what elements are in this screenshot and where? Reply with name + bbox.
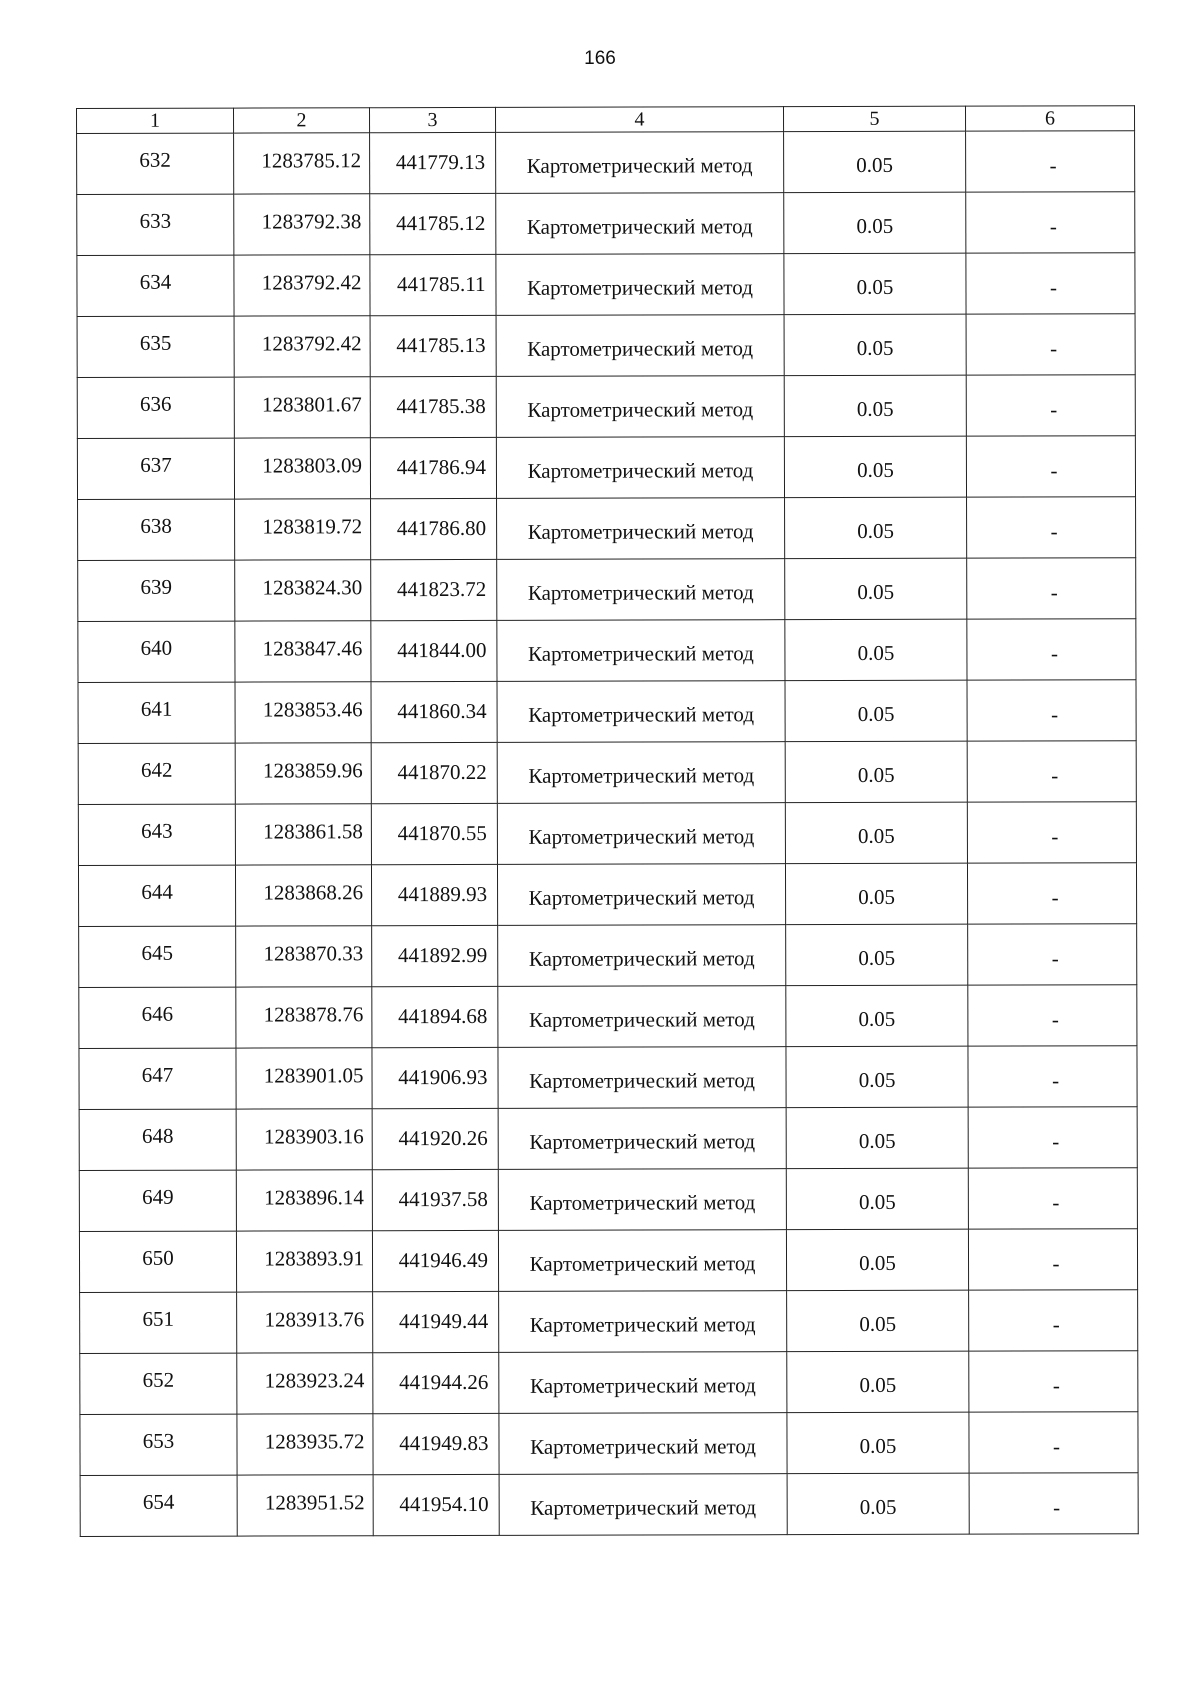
y-coordinate-cell: 441906.93 [372,1047,498,1108]
x-coordinate-cell: 1283870.33 [236,926,372,987]
point-number-cell: 646 [79,987,236,1048]
point-number-cell: 645 [79,926,236,987]
table-row [78,619,1136,683]
note-cell: - [968,1168,1137,1229]
table-row [77,436,1135,500]
note-cell: - [966,253,1135,314]
table-row [79,1046,1137,1110]
method-cell: Картометрический метод [499,1291,787,1353]
method-cell: Картометрический метод [499,1413,787,1475]
note-cell: - [967,863,1136,924]
accuracy-cell: 0.05 [787,1473,969,1534]
table-row [79,1168,1137,1232]
x-coordinate-cell: 1283901.05 [236,1048,372,1109]
y-coordinate-cell: 441892.99 [372,925,498,986]
x-coordinate-cell: 1283792.42 [234,316,370,377]
method-cell: Картометрический метод [496,132,784,194]
table-header [77,106,1135,134]
method-cell: Картометрический метод [496,315,784,377]
point-number-cell: 639 [78,560,235,621]
table-row [77,131,1135,195]
accuracy-cell: 0.05 [784,192,966,253]
x-coordinate-cell: 1283847.46 [235,621,371,682]
x-coordinate-cell: 1283803.09 [234,438,370,499]
x-coordinate-cell: 1283913.76 [237,1292,373,1353]
note-cell: - [969,1351,1138,1412]
table-row [80,1412,1138,1476]
note-cell: - [966,192,1135,253]
method-cell: Картометрический метод [496,437,784,499]
note-cell: - [967,680,1136,741]
y-coordinate-cell: 441949.44 [373,1291,499,1352]
point-number-cell: 632 [77,133,234,194]
column-header-4: 4 [495,107,783,133]
method-cell: Картометрический метод [498,1047,786,1109]
y-coordinate-cell: 441949.83 [373,1413,499,1474]
accuracy-cell: 0.05 [786,1168,968,1229]
accuracy-cell: 0.05 [784,375,966,436]
point-number-cell: 647 [79,1048,236,1109]
accuracy-cell: 0.05 [787,1290,969,1351]
method-cell: Картометрический метод [499,1352,787,1414]
point-number-cell: 640 [78,621,235,682]
y-coordinate-cell: 441785.38 [370,376,496,437]
point-number-cell: 654 [80,1475,237,1536]
point-number-cell: 651 [80,1292,237,1353]
table-row [79,985,1137,1049]
accuracy-cell: 0.05 [784,436,966,497]
x-coordinate-cell: 1283861.58 [235,804,371,865]
x-coordinate-cell: 1283868.26 [235,865,371,926]
y-coordinate-cell: 441870.22 [371,742,497,803]
point-number-cell: 649 [79,1170,236,1231]
method-cell: Картометрический метод [499,1474,787,1536]
accuracy-cell: 0.05 [787,1412,969,1473]
note-cell: - [968,1046,1137,1107]
y-coordinate-cell: 441894.68 [372,986,498,1047]
y-coordinate-cell: 441889.93 [371,864,497,925]
note-cell: - [969,1473,1138,1534]
point-number-cell: 638 [78,499,235,560]
point-number-cell: 634 [77,255,234,316]
method-cell: Картометрический метод [497,742,785,804]
accuracy-cell: 0.05 [785,741,967,802]
accuracy-cell: 0.05 [787,1351,969,1412]
method-cell: Картометрический метод [498,986,786,1048]
column-header-2: 2 [234,108,370,133]
x-coordinate-cell: 1283893.91 [236,1231,372,1292]
accuracy-cell: 0.05 [785,802,967,863]
note-cell: - [968,1107,1137,1168]
point-number-cell: 633 [77,194,234,255]
y-coordinate-cell: 441786.80 [371,498,497,559]
x-coordinate-cell: 1283853.46 [235,682,371,743]
accuracy-cell: 0.05 [784,131,966,192]
note-cell: - [966,375,1135,436]
y-coordinate-cell: 441870.55 [371,803,497,864]
note-cell: - [967,497,1136,558]
x-coordinate-cell: 1283903.16 [236,1109,372,1170]
accuracy-cell: 0.05 [786,1046,968,1107]
header-row [77,106,1135,134]
point-number-cell: 642 [78,743,235,804]
y-coordinate-cell: 441779.13 [370,132,496,193]
note-cell: - [969,1290,1138,1351]
table-row [79,1229,1137,1293]
table-row [77,314,1135,378]
accuracy-cell: 0.05 [786,985,968,1046]
table-row [77,192,1135,256]
x-coordinate-cell: 1283859.96 [235,743,371,804]
accuracy-cell: 0.05 [785,497,967,558]
y-coordinate-cell: 441937.58 [372,1169,498,1230]
table-row [78,497,1136,561]
method-cell: Картометрический метод [497,681,785,743]
table-row [79,924,1137,988]
y-coordinate-cell: 441785.11 [370,254,496,315]
note-cell: - [966,131,1135,192]
note-cell: - [967,802,1136,863]
column-header-1: 1 [77,108,234,133]
x-coordinate-cell: 1283801.67 [234,377,370,438]
y-coordinate-cell: 441944.26 [373,1352,499,1413]
column-header-6: 6 [965,106,1134,131]
method-cell: Картометрический метод [497,864,785,926]
x-coordinate-cell: 1283792.38 [234,194,370,255]
y-coordinate-cell: 441785.13 [370,315,496,376]
column-header-3: 3 [370,107,496,132]
method-cell: Картометрический метод [497,620,785,682]
method-cell: Картометрический метод [496,254,784,316]
table-row [78,680,1136,744]
table-row [79,1107,1137,1171]
method-cell: Картометрический метод [496,376,784,438]
note-cell: - [968,985,1137,1046]
point-number-cell: 636 [77,377,234,438]
note-cell: - [967,619,1136,680]
accuracy-cell: 0.05 [786,1107,968,1168]
x-coordinate-cell: 1283824.30 [235,560,371,621]
table-row [78,558,1136,622]
point-number-cell: 652 [80,1353,237,1414]
point-number-cell: 650 [79,1231,236,1292]
method-cell: Картометрический метод [498,1169,786,1231]
point-number-cell: 641 [78,682,235,743]
y-coordinate-cell: 441954.10 [373,1474,499,1535]
note-cell: - [967,741,1136,802]
table-row [78,802,1136,866]
accuracy-cell: 0.05 [784,253,966,314]
table-row [78,741,1136,805]
method-cell: Картометрический метод [497,498,785,560]
y-coordinate-cell: 441823.72 [371,559,497,620]
table-row [80,1290,1138,1354]
y-coordinate-cell: 441844.00 [371,620,497,681]
accuracy-cell: 0.05 [785,619,967,680]
table-row [77,375,1135,439]
y-coordinate-cell: 441946.49 [372,1230,498,1291]
point-number-cell: 653 [80,1414,237,1475]
accuracy-cell: 0.05 [785,863,967,924]
x-coordinate-cell: 1283896.14 [236,1170,372,1231]
note-cell: - [966,314,1135,375]
y-coordinate-cell: 441860.34 [371,681,497,742]
note-cell: - [969,1412,1138,1473]
x-coordinate-cell: 1283792.42 [234,255,370,316]
note-cell: - [967,558,1136,619]
method-cell: Картометрический метод [497,559,785,621]
accuracy-cell: 0.05 [785,680,967,741]
table-row [80,1473,1138,1537]
method-cell: Картометрический метод [498,1230,786,1292]
table-row [80,1351,1138,1415]
point-number-cell: 643 [78,804,235,865]
x-coordinate-cell: 1283935.72 [237,1414,373,1475]
note-cell: - [968,1229,1137,1290]
x-coordinate-cell: 1283951.52 [237,1475,373,1536]
note-cell: - [966,436,1135,497]
x-coordinate-cell: 1283923.24 [237,1353,373,1414]
accuracy-cell: 0.05 [786,1229,968,1290]
column-header-5: 5 [783,106,965,131]
method-cell: Картометрический метод [498,925,786,987]
accuracy-cell: 0.05 [784,314,966,375]
coordinates-table [76,105,1139,1537]
y-coordinate-cell: 441785.12 [370,193,496,254]
table-row [78,863,1136,927]
point-number-cell: 637 [77,438,234,499]
y-coordinate-cell: 441920.26 [372,1108,498,1169]
x-coordinate-cell: 1283878.76 [236,987,372,1048]
point-number-cell: 635 [77,316,234,377]
method-cell: Картометрический метод [496,193,784,255]
point-number-cell: 644 [78,865,235,926]
method-cell: Картометрический метод [497,803,785,865]
note-cell: - [968,924,1137,985]
table-body [77,131,1139,1537]
accuracy-cell: 0.05 [786,924,968,985]
x-coordinate-cell: 1283819.72 [235,499,371,560]
page-number: 166 [584,48,616,69]
y-coordinate-cell: 441786.94 [370,437,496,498]
x-coordinate-cell: 1283785.12 [234,133,370,194]
point-number-cell: 648 [79,1109,236,1170]
accuracy-cell: 0.05 [785,558,967,619]
table-row [77,253,1135,317]
method-cell: Картометрический метод [498,1108,786,1170]
